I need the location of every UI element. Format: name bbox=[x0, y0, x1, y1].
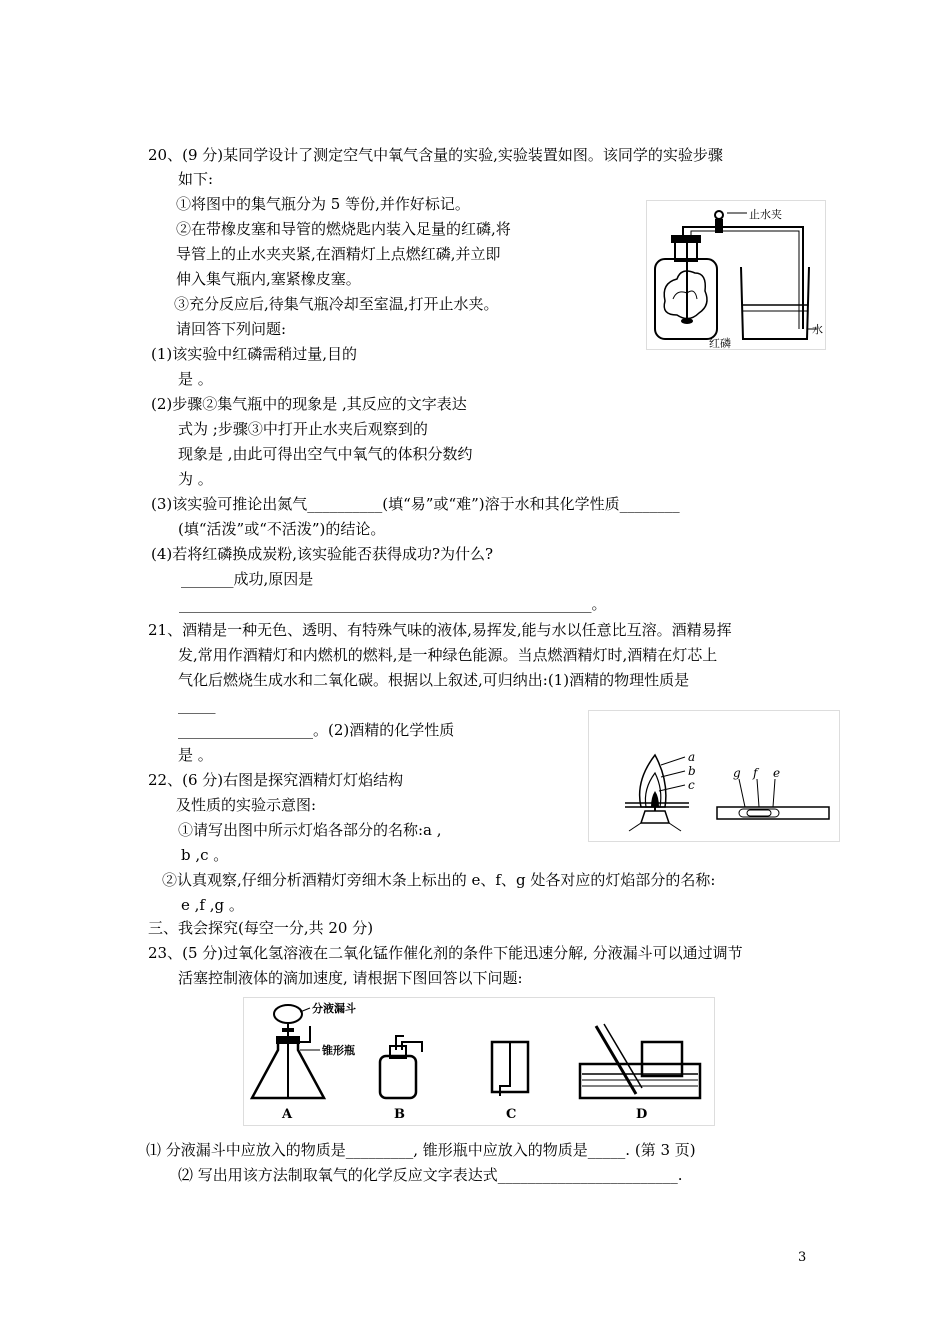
q23-part2: ⑵ 写出用该方法制取氧气的化学反应文字表达式________________________. bbox=[178, 1166, 683, 1184]
q20-step2a: ②在带橡皮塞和导管的燃烧匙内装入足量的红磷,将 bbox=[176, 220, 511, 238]
q22-line6: e ,f ,g 。 bbox=[181, 896, 244, 914]
q20-step3: ③充分反应后,待集气瓶冷却至室温,打开止水夹。 bbox=[174, 295, 499, 313]
flask-label: 锥形瓶 bbox=[322, 1044, 355, 1057]
q20-ask: 请回答下列问题: bbox=[176, 320, 287, 338]
q22-line2: 及性质的实验示意图: bbox=[176, 796, 317, 814]
q20-step2b: 导管上的止水夹夹紧,在酒精灯上点燃红磷,并立即 bbox=[176, 245, 501, 263]
q20-part4b: _______成功,原因是 bbox=[181, 570, 314, 588]
q23-line2: 活塞控制液体的滴加速度, 请根据下图回答以下问题: bbox=[178, 969, 523, 987]
q20-title-cont: 如下: bbox=[178, 170, 214, 188]
phosphorus-label: 红磷 bbox=[709, 337, 731, 349]
label-c: c bbox=[688, 778, 695, 792]
page-number: 3 bbox=[798, 1250, 807, 1265]
q20-step1: ①将图中的集气瓶分为 5 等份,并作好标记。 bbox=[176, 195, 470, 213]
label-a: a bbox=[688, 750, 696, 764]
q20-step2c: 伸入集气瓶内,塞紧橡皮塞。 bbox=[176, 270, 361, 288]
q22-line3: ①请写出图中所示灯焰各部分的名称:a , bbox=[178, 821, 442, 839]
q21-line6: 是 。 bbox=[178, 746, 213, 764]
q21-line1: 21、酒精是一种无色、透明、有特殊气味的液体,易挥发,能与水以任意比互溶。酒精易挥 bbox=[148, 621, 732, 639]
oxygen-apparatus-figure bbox=[646, 200, 826, 350]
q22-line4: b ,c 。 bbox=[181, 846, 229, 864]
q20-part4c: _______________________________________________________。 bbox=[179, 595, 607, 613]
label-g: g bbox=[733, 766, 741, 780]
flame-structure-figure bbox=[588, 710, 840, 842]
gas-apparatus-figure bbox=[243, 997, 715, 1126]
q20-part2b: 式为 ;步骤③中打开止水夹后观察到的 bbox=[178, 420, 428, 438]
q20-part3b: (填“活泼”或“不活泼”)的结论。 bbox=[178, 520, 386, 538]
section-3-heading: 三、我会探究(每空一分,共 20 分) bbox=[148, 919, 374, 937]
q20-part3a: (3)该实验可推论出氮气__________(填“易”或“难”)溶于水和其化学性质________ bbox=[151, 495, 680, 513]
funnel-label: 分液漏斗 bbox=[312, 1002, 356, 1015]
label-B: B bbox=[394, 1107, 405, 1122]
clamp-label: 止水夹 bbox=[749, 208, 782, 221]
q22-line1: 22、(6 分)右图是探究酒精灯灯焰结构 bbox=[148, 771, 404, 789]
q22-line5: ②认真观察,仔细分析酒精灯旁细木条上标出的 e、f、g 处各对应的灯焰部分的名称: bbox=[162, 871, 716, 889]
label-C: C bbox=[506, 1107, 517, 1122]
q20-part2a: (2)步骤②集气瓶中的现象是 ,其反应的文字表达 bbox=[151, 395, 467, 413]
q21-line2: 发,常用作酒精灯和内燃机的燃料,是一种绿色能源。当点燃酒精灯时,酒精在灯芯上 bbox=[178, 646, 718, 664]
q20-part1a: (1)该实验中红磷需稍过量,目的 bbox=[151, 345, 358, 363]
label-D: D bbox=[636, 1107, 648, 1122]
label-b: b bbox=[688, 764, 696, 778]
q20-part1b: 是 。 bbox=[178, 370, 213, 388]
q20-part4a: (4)若将红磷换成炭粉,该实验能否获得成功?为什么? bbox=[151, 545, 494, 563]
q21-line4: _____ bbox=[178, 696, 216, 714]
label-f: f bbox=[753, 766, 758, 780]
label-A: A bbox=[282, 1107, 293, 1122]
water-label: 水 bbox=[812, 323, 823, 336]
q20-part2c: 现象是 ,由此可得出空气中氧气的体积分数约 bbox=[178, 445, 473, 463]
q23-line1: 23、(5 分)过氧化氢溶液在二氧化锰作催化剂的条件下能迅速分解, 分液漏斗可以通过调节 bbox=[148, 944, 743, 962]
label-e: e bbox=[773, 766, 781, 780]
q20-part2d: 为 。 bbox=[178, 470, 213, 488]
q23-part1: ⑴ 分液漏斗中应放入的物质是_________, 锥形瓶中应放入的物质是_____. (第 3 页) bbox=[146, 1141, 696, 1159]
q20-title: 20、(9 分)某同学设计了测定空气中氧气含量的实验,实验装置如图。该同学的实验步骤 bbox=[148, 146, 723, 164]
q21-line3: 气化后燃烧生成水和二氧化碳。根据以上叙述,可归纳出:(1)酒精的物理性质是 bbox=[178, 671, 690, 689]
q21-line5: __________________。(2)酒精的化学性质 bbox=[178, 721, 455, 739]
